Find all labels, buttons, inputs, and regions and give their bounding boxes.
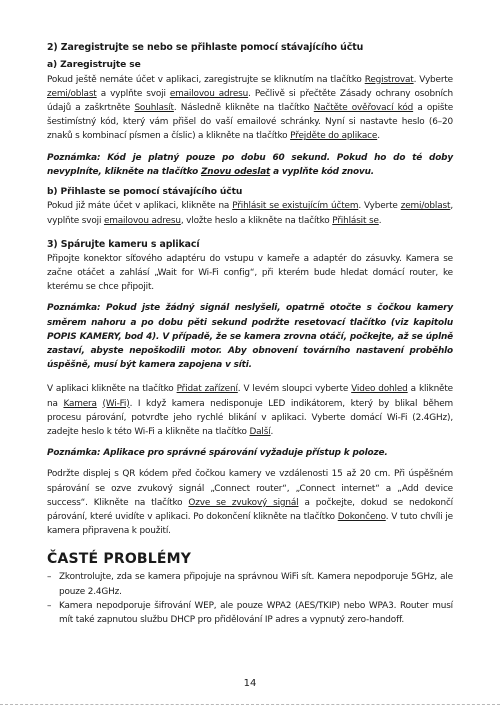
section-3-paragraph-1: Připojte konektor síťového adaptéru do vstupu v kameře a adaptér do zásuvky. Kamera se začne otáčet a zahlásí „Wait for Wi-Fi config“, při kterém bude hledat domácí router, ke kterému se chce připojit. xyxy=(47,253,453,293)
sound-signal-text: Ozve se zvukový signál xyxy=(188,497,299,508)
faq-list xyxy=(47,570,453,627)
go-to-app-text: Přejděte do aplikace xyxy=(290,131,378,142)
section-3-paragraph-2: V aplikaci klikněte na tlačítko Přidat zařízení. V levém sloupci vyberte Video dohled a klikněte na Kamera (Wi-Fi). I když kamera nedisponuje LED indikátorem, který by blikal během procesu párování, potvrďte jeho rychlé blikání v aplikaci. Vyberte domácí Wi-Fi (2.4GHz), zadejte heslo k této Wi-Fi a klikněte na tlačítko Další. xyxy=(47,384,454,438)
section-3-paragraph-3: Podržte displej s QR kódem před čočkou kamery ve vzdálenosti 15 až 20 cm. Při úspěšném spárování se ozve zvukový signál „Connect router“, „Connect internet“ a „Add device success“. Klikněte na tlačítko Ozve se zvukový signál a počkejte, dokud se nedokončí párování, které uvidíte v aplikaci. Po dokončení klikněte na tlačítko Dokončeno. V tuto chvíli je kamera připravena k použití. xyxy=(47,469,453,537)
next-text: Další xyxy=(249,427,271,438)
section-2a-heading: a) Zaregistrujte se xyxy=(47,60,141,70)
faq-item: – Kamera nepodporuje šifrování WEP, ale pouze WPA2 (AES/TKIP) nebo WPA3. Router musí mít také zapnutou službu DHCP pro přidělování IP adres a vypnutý zero-handoff. xyxy=(47,599,453,627)
page-content xyxy=(47,41,453,627)
page-number: 14 xyxy=(243,678,257,689)
section-3-heading: 3) Spárujte kameru s aplikací xyxy=(47,238,200,250)
section-2a-note: Poznámka: Kód je platný pouze po dobu 60 sekund. Pokud ho do té doby nevyplníte, klikněte na tlačítko Znovu odeslat a vyplňte kód znovu. xyxy=(47,152,453,177)
email-address-text: emailovou adresu xyxy=(169,88,249,99)
agree-text: Souhlasít xyxy=(134,102,174,113)
section-2b-paragraph: Pokud již máte účet v aplikaci, klikněte na Přihlásit se existujícím účtem. Vyberte zemi/oblast, vyplňte svoji emailovou adresu, vložte heslo a klikněte na tlačítko Přihlásit se. xyxy=(47,201,454,226)
add-device-text: Přidat zařízení xyxy=(176,384,238,395)
faq-heading: ČASTÉ PROBLÉMY xyxy=(47,551,192,568)
camera-text: Kamera xyxy=(63,398,97,409)
faq-item: – Zkontrolujte, zda se kamera připojuje na správnou WiFi sít. Kamera nepodporuje 5GHz, ale pouze 2.4GHz. xyxy=(47,570,453,598)
section-2b-heading: b) Přihlaste se pomocí stávajícího účtu xyxy=(47,186,243,197)
section-3-note-2: Poznámka: Aplikace pro správné spárování vyžaduje přístup k poloze. xyxy=(47,448,388,459)
bottom-divider xyxy=(0,704,500,705)
register-link-text: Registrovat xyxy=(364,74,414,85)
load-code-text: Načtěte ověřovací kód xyxy=(313,102,414,113)
done-text: Dokončeno xyxy=(337,512,386,523)
country-region-text-2: zemi/oblast xyxy=(400,201,451,212)
resend-text: Znovu odeslat xyxy=(201,166,271,177)
email-address-text-2: emailovou adresu xyxy=(103,215,181,226)
section-2-heading: 2) Zaregistrujte se nebo se přihlaste pomocí stávajícího účtu xyxy=(47,42,364,53)
login-existing-text: Přihlásit se existujícím účtem xyxy=(232,201,359,212)
login-text: Přihlásit se xyxy=(332,215,379,226)
country-region-text: zemi/oblast xyxy=(47,88,97,99)
section-2a-paragraph: Pokud ještě nemáte účet v aplikaci, zaregistrujte se kliknutím na tlačítko Registrovat. Vyberte zemi/oblast a vyplňte svoji emailovou adresu. Pečlivě si přečtěte Zásady ochrany osobních údajů a zaškrtněte Souhlasít. Následně klikněte na tlačítko Načtěte ověřovací kód a opište šestimístný kód, který vám přišel do vaší emailové schránky. Nyní si nastavte heslo (6–20 znaků s kombinací písmen a číslic) a klikněte na tlačítko Přejděte do aplikace. xyxy=(47,74,454,142)
video-surveillance-text: Video dohled xyxy=(351,384,408,395)
wifi-text: (Wi-Fi) xyxy=(102,398,130,409)
section-3-note-1: Poznámka: Pokud jste žádný signál neslyšeli, opatrně otočte s čočkou kamery směrem nahoru a po dobu pěti sekund podržte resetovací tlačítko (viz kapitolu POPIS KAMERY, bod 4). V případě, že se kamera zrovna otáčí, počkejte, až se úplně zastaví, abyste nepoškodili motor. Aby obnovení továrního nastavení proběhlo úspěšně, musí být kamera zapojena v síti. xyxy=(47,303,453,371)
